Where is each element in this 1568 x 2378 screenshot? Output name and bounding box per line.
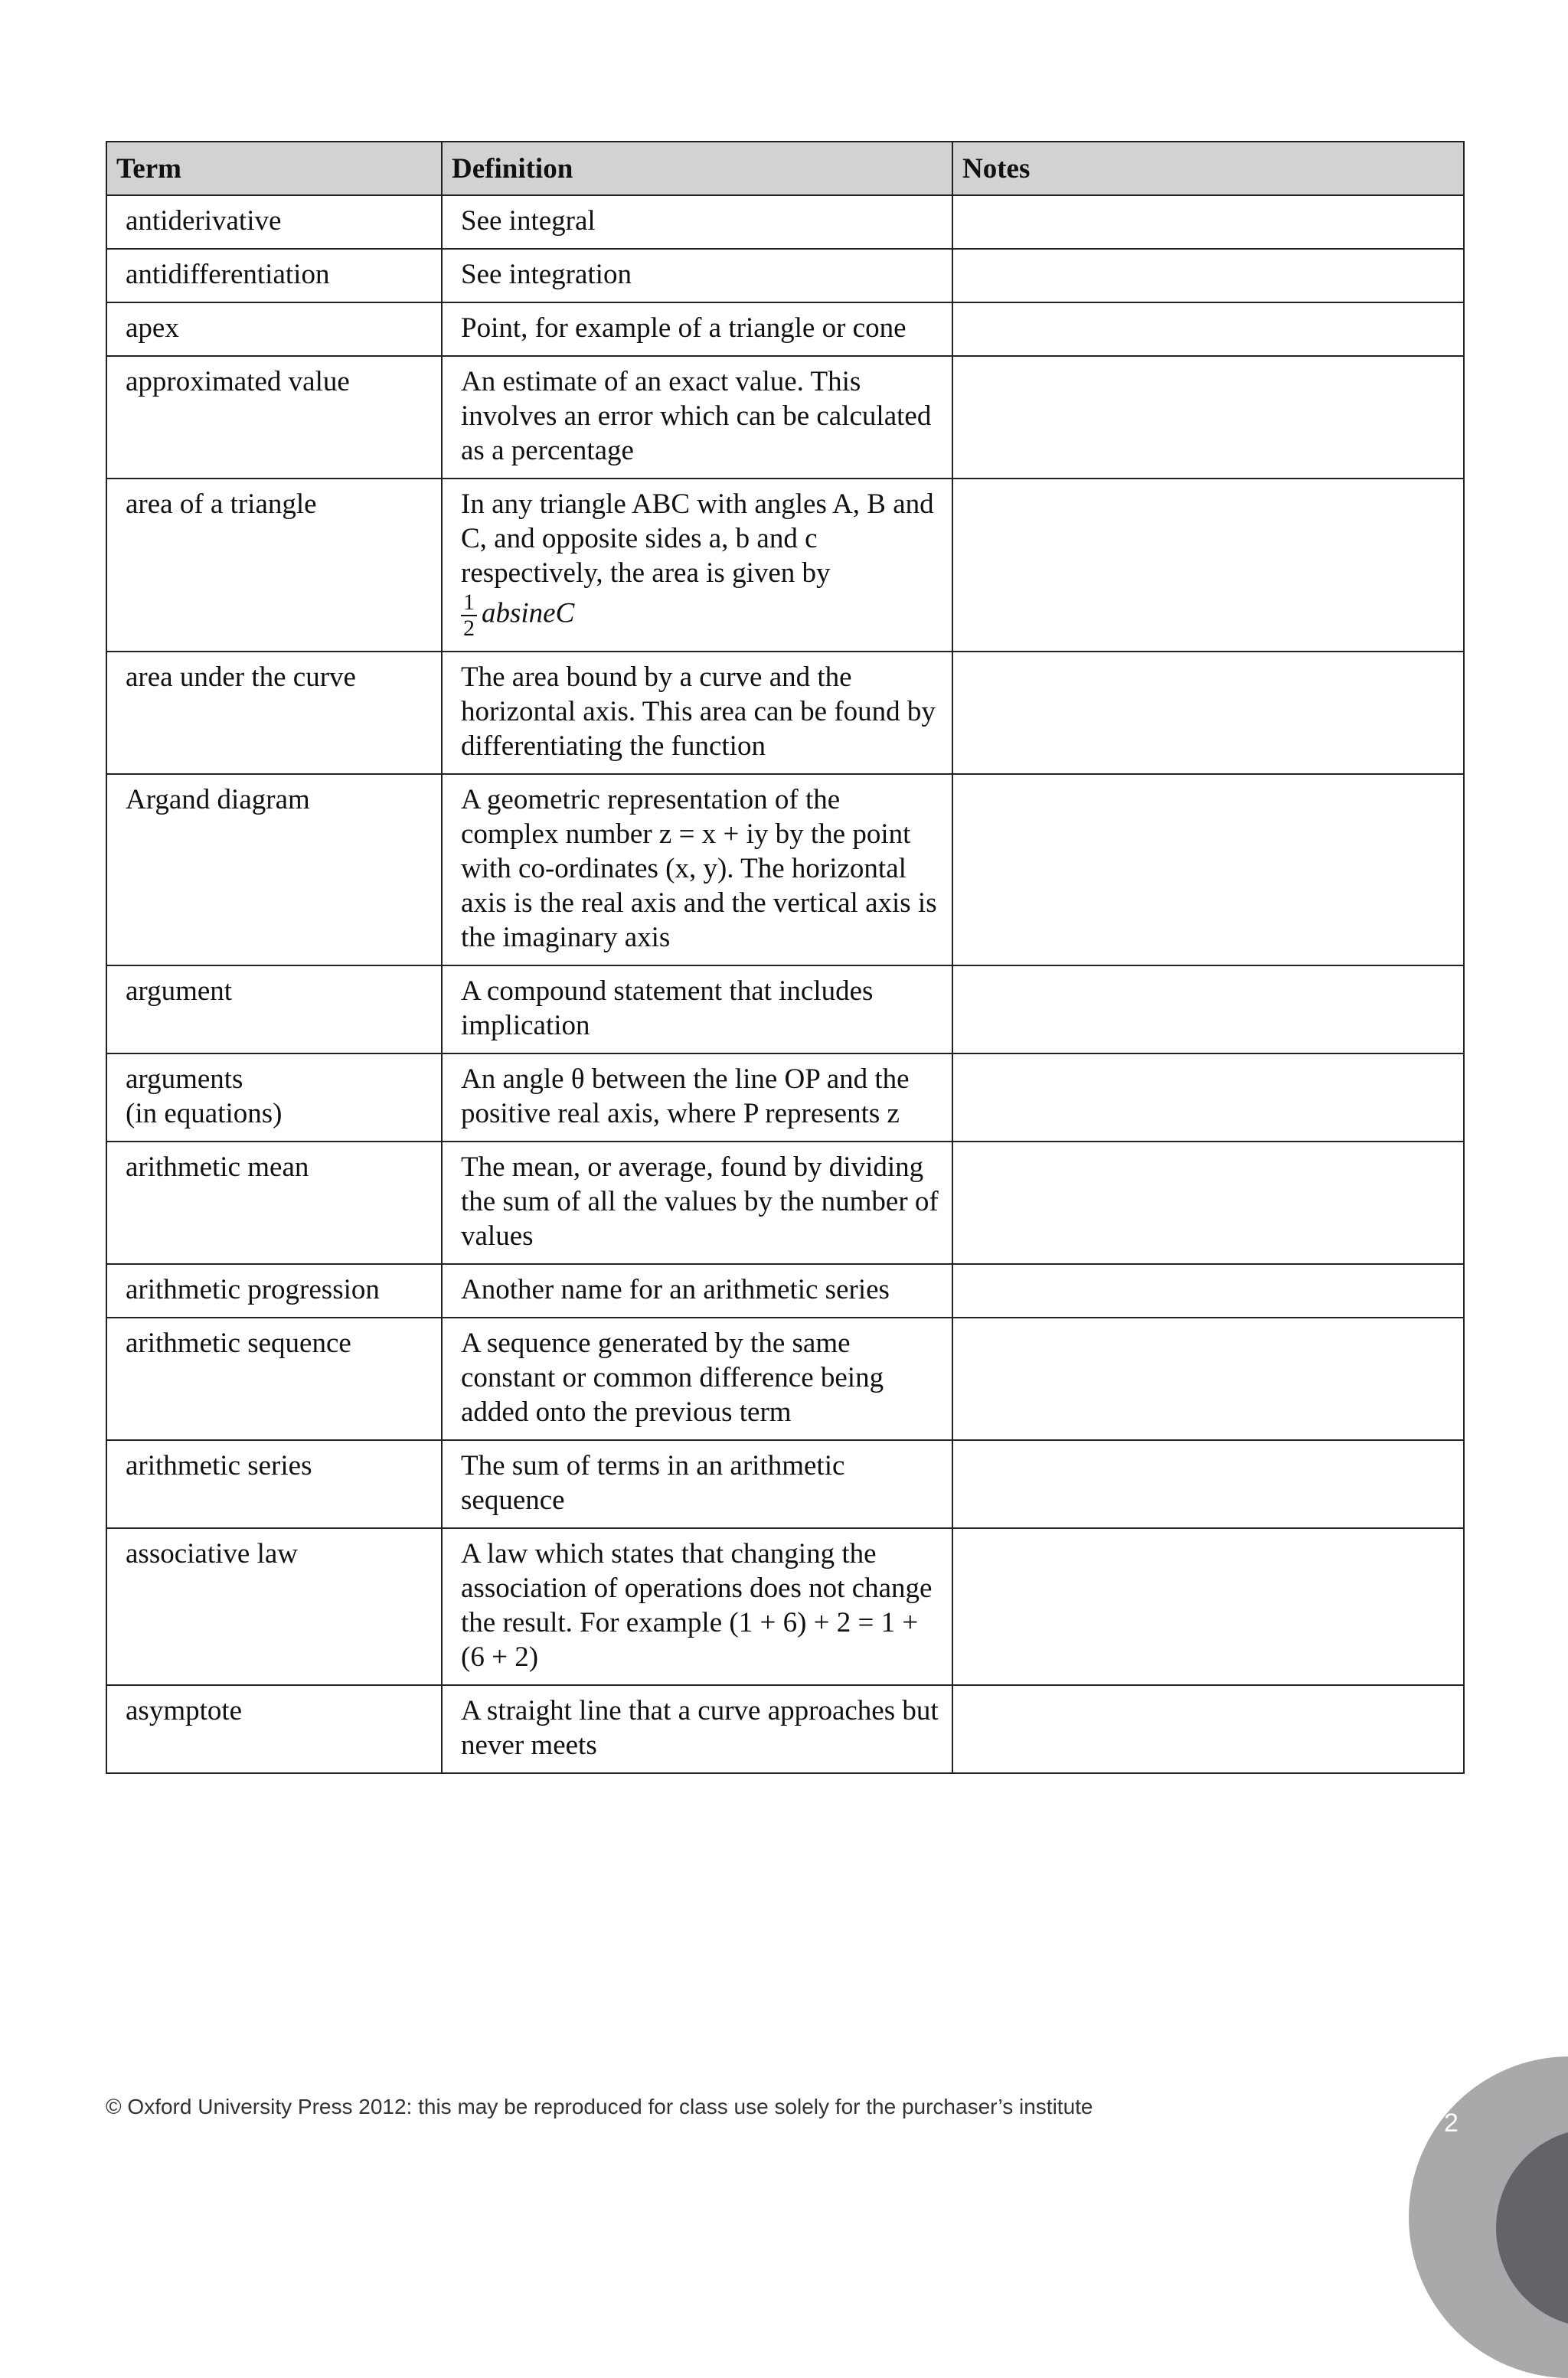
table-row	[106, 965, 1464, 1053]
term-cell: antiderivative	[106, 195, 442, 249]
table-row	[106, 774, 1464, 965]
term-cell: area under the curve	[106, 652, 442, 774]
glossary-table	[106, 141, 1465, 1774]
term-cell: apex	[106, 302, 442, 356]
table-row	[106, 479, 1464, 652]
definition-cell: Point, for example of a triangle or cone	[442, 302, 952, 356]
definition-cell: The area bound by a curve and the horizontal axis. This area can be found by differentiating the function	[442, 652, 952, 774]
definition-cell: A geometric representation of the complex number z = x + iy by the point with co-ordinates (x, y). The horizontal axis is the real axis and the vertical axis is the imaginary axis	[442, 774, 952, 965]
formula-expression: absineC	[482, 597, 575, 629]
term-cell: argument	[106, 965, 442, 1053]
term-cell: approximated value	[106, 356, 442, 479]
table-row	[106, 249, 1464, 302]
definition-cell: See integration	[442, 249, 952, 302]
definition-cell: A law which states that changing the association of operations does not change the result. For example (1 + 6) + 2 = 1 + (6 + 2)	[442, 1528, 952, 1685]
table-row	[106, 1142, 1464, 1264]
term-cell: asymptote	[106, 1685, 442, 1773]
definition-cell: A straight line that a curve approaches but never meets	[442, 1685, 952, 1773]
header-row	[106, 142, 1464, 195]
definition-cell: An angle θ between the line OP and the positive real axis, where P represents z	[442, 1053, 952, 1142]
definition-cell: See integral	[442, 195, 952, 249]
table-row	[106, 302, 1464, 356]
term-cell: arithmetic series	[106, 1440, 442, 1528]
notes-cell[interactable]	[952, 1685, 1464, 1773]
header-term: Term	[106, 142, 442, 195]
term-cell: arguments (in equations)	[106, 1053, 442, 1142]
term-cell: arithmetic mean	[106, 1142, 442, 1264]
fraction-denominator: 2	[463, 616, 475, 641]
table-row	[106, 1053, 1464, 1142]
notes-cell[interactable]	[952, 1440, 1464, 1528]
notes-cell[interactable]	[952, 965, 1464, 1053]
term-cell: antidifferentiation	[106, 249, 442, 302]
table-row	[106, 1440, 1464, 1528]
fraction	[461, 590, 477, 641]
table-row	[106, 1318, 1464, 1440]
definition-cell: A sequence generated by the same constant or common difference being added onto the previous term	[442, 1318, 952, 1440]
table-row	[106, 1264, 1464, 1318]
notes-cell[interactable]	[952, 652, 1464, 774]
table-row	[106, 1528, 1464, 1685]
term-cell: Argand diagram	[106, 774, 442, 965]
term-cell: arithmetic sequence	[106, 1318, 442, 1440]
table-row	[106, 1685, 1464, 1773]
fraction-numerator: 1	[461, 590, 477, 616]
notes-cell[interactable]	[952, 1142, 1464, 1264]
header-notes: Notes	[952, 142, 1464, 195]
definition-cell: An estimate of an exact value. This involves an error which can be calculated as a percentage	[442, 356, 952, 479]
notes-cell[interactable]	[952, 1528, 1464, 1685]
table-row	[106, 195, 1464, 249]
page-number: 2	[1444, 2109, 1459, 2138]
header-definition: Definition	[442, 142, 952, 195]
table-row	[106, 652, 1464, 774]
definition-cell: The mean, or average, found by dividing the sum of all the values by the number of values	[442, 1142, 952, 1264]
notes-cell[interactable]	[952, 1053, 1464, 1142]
notes-cell[interactable]	[952, 249, 1464, 302]
term-cell: arithmetic progression	[106, 1264, 442, 1318]
term-cell: associative law	[106, 1528, 442, 1685]
notes-cell[interactable]	[952, 195, 1464, 249]
notes-cell[interactable]	[952, 356, 1464, 479]
notes-cell[interactable]	[952, 1264, 1464, 1318]
notes-cell[interactable]	[952, 1318, 1464, 1440]
definition-text: In any triangle ABC with angles A, B and C, and opposite sides a, b and c respectively, the area is given by	[461, 488, 934, 589]
footer-copyright: © Oxford University Press 2012: this may be reproduced for class use solely for the purchaser’s institute	[106, 2095, 1093, 2118]
notes-cell[interactable]	[952, 302, 1464, 356]
table-row	[106, 356, 1464, 479]
definition-cell: Another name for an arithmetic series	[442, 1264, 952, 1318]
notes-cell[interactable]	[952, 774, 1464, 965]
definition-cell: A compound statement that includes implication	[442, 965, 952, 1053]
definition-cell	[442, 479, 952, 652]
term-cell: area of a triangle	[106, 479, 442, 652]
notes-cell[interactable]	[952, 479, 1464, 652]
definition-cell: The sum of terms in an arithmetic sequence	[442, 1440, 952, 1528]
